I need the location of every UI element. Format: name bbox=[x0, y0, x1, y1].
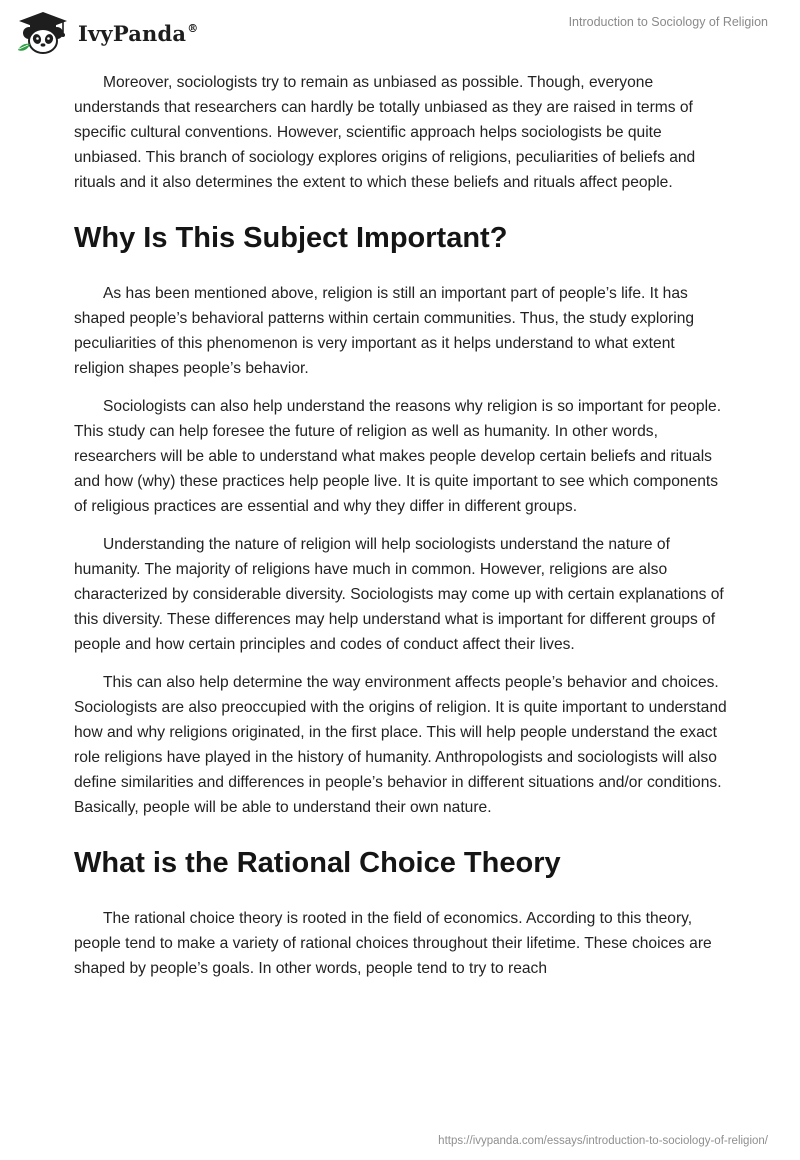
paragraph: The rational choice theory is rooted in the field of economics. According to this theory, people tend to make a variety of rational choices throughout their lifetime. These choices are shaped by people’s goals. In other words, people tend to try to reach bbox=[74, 910, 712, 977]
section-heading: Why Is This Subject Important? bbox=[74, 222, 508, 254]
panda-graduate-icon bbox=[14, 10, 72, 56]
paragraph: Understanding the nature of religion will help sociologists understand the nature of humanity. The majority of religions have much in common. However, religions are also characterized by considerable diversity. Sociologists may come up with certain explanations of this diversity. These differences may help understand what is important for different groups of people and how certain principles and codes of conduct affect their lives. bbox=[74, 536, 724, 653]
paragraph: Sociologists can also help understand the reasons why religion is so important for people. This study can help foresee the future of religion as well as humanity. In other words, researchers will be able to understand what makes people develop certain beliefs and rituals and how (why) these practices help people live. It is quite important to see which components of religious practices are essential and why they differ in different groups. bbox=[74, 398, 722, 515]
section-heading: What is the Rational Choice Theory bbox=[74, 847, 561, 879]
document-title: Introduction to Sociology of Religion bbox=[568, 15, 768, 29]
paragraph: As has been mentioned above, religion is still an important part of people’s life. It has shaped people’s behavioral patterns within certain communities. Thus, the study exploring peculiarities of this phenomenon is very important as it helps understand to what extent religion shapes people’s behavior. bbox=[74, 285, 695, 377]
source-url[interactable]: https://ivypanda.com/essays/introduction-to-sociology-of-religion/ bbox=[438, 1135, 768, 1147]
ivypanda-logo[interactable] bbox=[14, 10, 198, 56]
paragraph: This can also help determine the way environment affects people’s behavior and choices. Sociologists are also preoccupied with the origins of religion. It is quite important to understand how and why religions originated, in the first place. This will help people understand the exact role religions have played in the history of humanity. Anthropologists and sociologists will also define similarities and differences in people’s behavior in different situations and/or conditions. Basically, people will be able to understand their own nature. bbox=[74, 674, 727, 816]
paragraph: Moreover, sociologists try to remain as unbiased as possible. Though, everyone understands that researchers can hardly be totally unbiased as they are raised in terms of specific cultural conventions. However, scientific approach helps sociologists be quite unbiased. This branch of sociology explores origins of religions, peculiarities of beliefs and rituals and it also determines the extent to which these beliefs and rituals affect people. bbox=[74, 74, 696, 191]
brand-name: IvyPanda® bbox=[78, 20, 199, 46]
page-header bbox=[0, 0, 800, 64]
article-body bbox=[74, 70, 729, 994]
